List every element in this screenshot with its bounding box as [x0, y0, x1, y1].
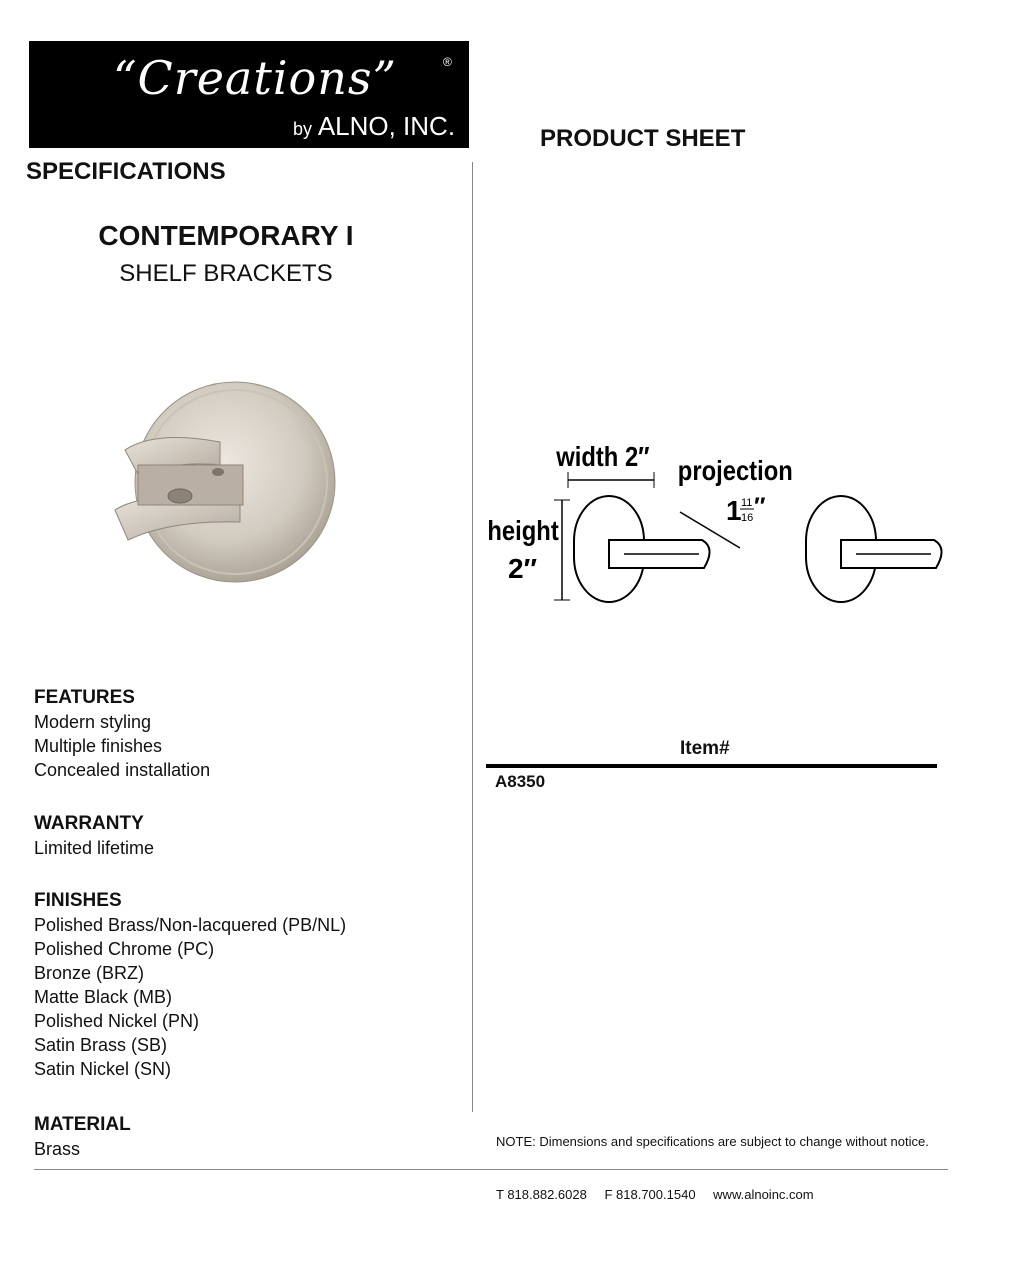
finishes-title: FINISHES — [34, 890, 122, 911]
specifications-heading: SPECIFICATIONS — [26, 158, 226, 185]
product-name: CONTEMPORARY I — [98, 220, 354, 251]
height-label: height — [487, 514, 559, 547]
website-link[interactable]: www.alnoinc.com — [713, 1187, 814, 1202]
item-column-header: Item# — [680, 738, 730, 759]
page-title: PRODUCT SHEET — [540, 125, 746, 152]
finish-item: Bronze (BRZ) — [34, 963, 145, 983]
logo-script-text: “Creations” — [113, 51, 397, 105]
projection-whole: 1 — [726, 495, 742, 526]
warranty-title: WARRANTY — [34, 813, 144, 834]
phone-number: T 818.882.6028 — [496, 1187, 587, 1202]
product-type: SHELF BRACKETS — [119, 260, 333, 287]
contact-footer — [496, 1187, 828, 1202]
feature-item: Concealed installation — [34, 760, 211, 780]
dimension-drawing — [484, 430, 954, 610]
finish-item: Matte Black (MB) — [34, 987, 173, 1007]
features-section — [34, 686, 210, 782]
disclaimer-note: NOTE: Dimensions and specifications are subject to change without notice. — [496, 1134, 929, 1149]
finish-item: Satin Nickel (SN) — [34, 1059, 172, 1079]
material-section — [34, 1113, 131, 1161]
height-value: 2″ — [508, 553, 537, 584]
column-divider — [472, 162, 473, 1112]
logo-by: by — [293, 119, 313, 139]
logo-company: ALNO, INC. — [317, 111, 456, 141]
logo-byline — [293, 111, 455, 142]
projection-unit: ″ — [754, 493, 766, 520]
feature-item: Modern styling — [34, 712, 152, 732]
finish-item: Polished Nickel (PN) — [34, 1011, 200, 1031]
projection-numerator: 11 — [741, 497, 753, 509]
features-title: FEATURES — [34, 687, 135, 708]
finish-item: Polished Chrome (PC) — [34, 939, 215, 959]
brand-logo — [29, 41, 469, 148]
finish-item: Polished Brass/Non-lacquered (PB/NL) — [34, 915, 347, 935]
material-item: Brass — [34, 1139, 81, 1159]
registered-mark: ® — [443, 55, 452, 69]
product-photo — [100, 360, 340, 610]
material-title: MATERIAL — [34, 1114, 131, 1135]
projection-label: projection — [677, 454, 793, 487]
width-label: width 2″ — [556, 440, 650, 473]
finishes-section — [34, 889, 346, 1081]
warranty-item: Limited lifetime — [34, 838, 155, 858]
footer-divider — [34, 1169, 948, 1170]
projection-denominator: 16 — [741, 512, 754, 524]
item-number: A8350 — [495, 772, 546, 791]
item-header-rule — [486, 764, 937, 768]
fax-number: F 818.700.1540 — [604, 1187, 696, 1202]
finish-item: Satin Brass (SB) — [34, 1035, 168, 1055]
feature-item: Multiple finishes — [34, 736, 163, 756]
warranty-section — [34, 812, 154, 860]
